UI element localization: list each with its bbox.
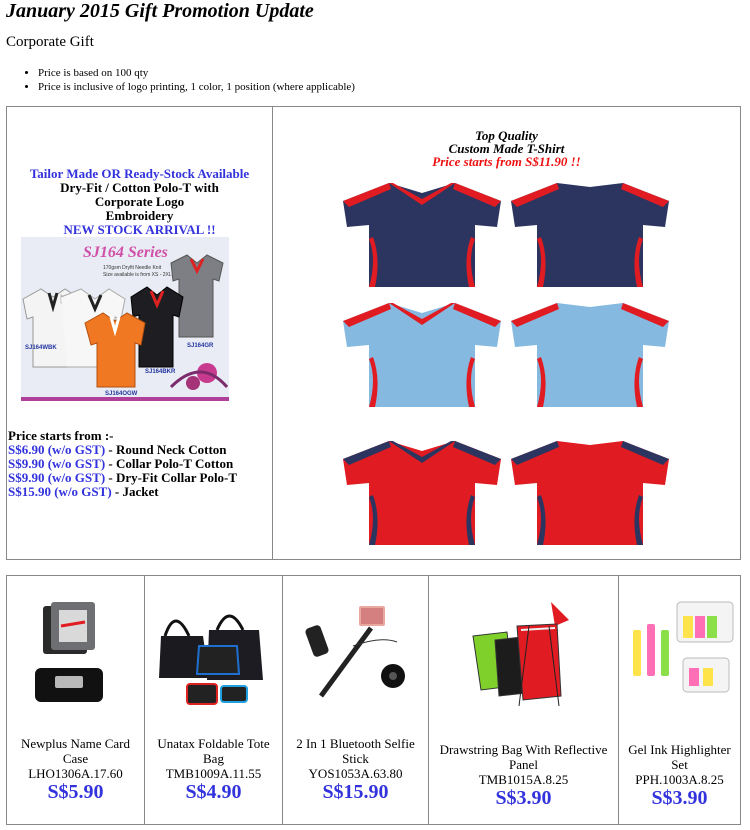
image-caption: Size available is from XS - 2XL bbox=[103, 272, 172, 278]
product-text bbox=[627, 742, 732, 809]
price-row bbox=[8, 457, 270, 471]
image-label: SJ164WBK bbox=[25, 345, 57, 351]
tshirt-heading bbox=[273, 129, 740, 168]
product-text bbox=[291, 736, 420, 803]
product-code: TMB1009A.11.55 bbox=[165, 766, 262, 781]
drawstring-bag-image[interactable] bbox=[469, 596, 579, 711]
image-series-title: SJ164 Series bbox=[83, 244, 168, 261]
product-name[interactable]: Gel Ink Highlighter Set bbox=[628, 742, 731, 772]
product-cell[interactable] bbox=[145, 576, 283, 824]
product-price: S$15.90 bbox=[322, 781, 389, 803]
polo-heading-line: Embroidery bbox=[105, 208, 174, 223]
product-code: TMB1015A.8.25 bbox=[478, 772, 569, 787]
polo-price-list bbox=[8, 429, 270, 499]
price-item: - Jacket bbox=[111, 484, 159, 499]
product-code: PPH.1003A.8.25 bbox=[635, 772, 724, 787]
selfie-stick-image[interactable] bbox=[301, 596, 411, 711]
product-text bbox=[153, 736, 274, 803]
name-card-case-image[interactable] bbox=[21, 596, 131, 711]
tshirt-sky-back[interactable] bbox=[509, 299, 671, 409]
product-code: LHO1306A.17.60 bbox=[28, 766, 123, 781]
highlighter-set-image[interactable] bbox=[625, 596, 735, 711]
product-price: S$4.90 bbox=[185, 781, 242, 803]
product-cell[interactable] bbox=[429, 576, 619, 824]
price-value: S$6.90 (w/o GST) bbox=[8, 442, 106, 457]
price-row bbox=[8, 471, 270, 485]
tshirt-navy-back[interactable] bbox=[509, 179, 671, 289]
product-name[interactable]: Drawstring Bag With Reflective Panel bbox=[439, 742, 608, 772]
promo-table bbox=[6, 106, 741, 560]
tshirt-red-back[interactable] bbox=[509, 437, 671, 547]
price-value: S$15.90 (w/o GST) bbox=[8, 484, 112, 499]
product-cell[interactable] bbox=[283, 576, 429, 824]
polo-heading-line: Dry-Fit / Cotton Polo-T with bbox=[60, 180, 219, 195]
page-subtitle: Corporate Gift bbox=[6, 34, 94, 50]
info-item: • Price is inclusive of logo printing, 1 color, 1 position (where applicable) bbox=[38, 80, 355, 94]
product-code: YOS1053A.63.80 bbox=[308, 766, 403, 781]
product-text bbox=[437, 742, 610, 809]
polo-heading-line: Tailor Made OR Ready-Stock Available bbox=[29, 166, 250, 181]
tshirt-cell bbox=[273, 107, 740, 559]
product-price: S$3.90 bbox=[651, 787, 708, 809]
tshirt-heading-line: Custom Made T-Shirt bbox=[448, 141, 565, 156]
product-name[interactable]: 2 In 1 Bluetooth Selfie Stick bbox=[296, 736, 415, 766]
polo-heading bbox=[7, 167, 272, 237]
tshirt-red-front[interactable] bbox=[341, 437, 503, 547]
page-title: January 2015 Gift Promotion Update bbox=[6, 0, 314, 22]
image-label: SJ164OGW bbox=[105, 391, 138, 397]
price-item: - Dry-Fit Collar Polo-T bbox=[105, 470, 238, 485]
price-value: S$9.90 (w/o GST) bbox=[8, 456, 106, 471]
product-cell[interactable] bbox=[619, 576, 740, 824]
product-price: S$3.90 bbox=[495, 787, 552, 809]
tote-bag-image[interactable] bbox=[159, 596, 269, 711]
price-intro: Price starts from :- bbox=[8, 428, 114, 443]
price-item: - Collar Polo-T Cotton bbox=[105, 456, 234, 471]
price-row bbox=[8, 485, 270, 499]
tshirt-heading-line: Price starts from S$11.90 !! bbox=[432, 154, 581, 169]
product-price: S$5.90 bbox=[47, 781, 104, 803]
polo-heading-line: NEW STOCK ARRIVAL !! bbox=[63, 222, 216, 237]
image-label: SJ164GR bbox=[187, 343, 214, 349]
price-row bbox=[8, 443, 270, 457]
product-name[interactable]: Unatax Foldable Tote Bag bbox=[157, 736, 270, 766]
polo-heading-line: Corporate Logo bbox=[94, 194, 185, 209]
polo-series-image[interactable] bbox=[21, 237, 229, 401]
price-value: S$9.90 (w/o GST) bbox=[8, 470, 106, 485]
info-item: • Price is based on 100 qty bbox=[38, 66, 355, 80]
info-list bbox=[38, 66, 355, 94]
tshirt-navy-front[interactable] bbox=[341, 179, 503, 289]
product-cell[interactable] bbox=[7, 576, 145, 824]
tshirt-heading-line: Top Quality bbox=[475, 128, 538, 143]
polo-cell bbox=[7, 107, 273, 559]
price-item: - Round Neck Cotton bbox=[105, 442, 227, 457]
tshirt-sky-front[interactable] bbox=[341, 299, 503, 409]
image-caption: 170gsm Dryfit Needle Knit bbox=[103, 265, 162, 271]
product-text bbox=[15, 736, 136, 803]
product-name[interactable]: Newplus Name Card Case bbox=[20, 736, 131, 766]
products-table bbox=[6, 575, 741, 825]
image-label: SJ164BKR bbox=[145, 369, 176, 375]
